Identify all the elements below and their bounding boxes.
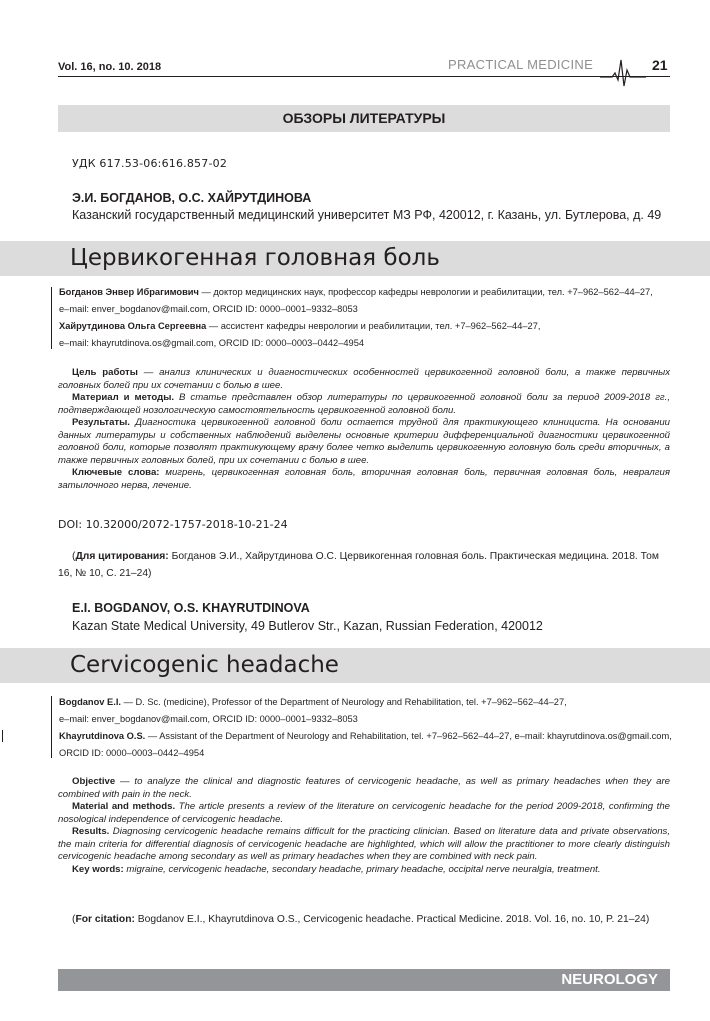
authors-ru: Э.И. БОГДАНОВ, О.С. ХАЙРУТДИНОВА	[72, 191, 312, 205]
author1-contact-ru: e–mail: enver_bogdanov@mail.com, ORCID ID: 0000–0001–9332–8053	[59, 304, 358, 314]
journal-volume: Vol. 16, no. 10. 2018	[58, 61, 162, 73]
results-label-en: Results.	[72, 826, 110, 837]
author1-name-en: Bogdanov E.I.	[59, 697, 121, 707]
author2-name-en: Khayrutdinova O.S.	[59, 731, 146, 741]
objective-label-ru: Цель работы	[72, 367, 138, 378]
author-info-en	[59, 694, 672, 762]
citation-open-ru: (	[72, 551, 76, 562]
methods-label-ru: Материал и методы.	[72, 392, 175, 403]
footer-section-name: NEUROLOGY	[561, 971, 658, 988]
author2-contact-ru: e–mail: khayrutdinova.os@gmail.com, ORCID ID: 0000–0003–0442–4954	[59, 338, 365, 348]
citation-ru	[58, 548, 670, 582]
author2-name-ru: Хайрутдинова Ольга Сергеевна	[59, 321, 207, 331]
citation-open-en: (	[72, 914, 76, 925]
section-title: ОБЗОРЫ ЛИТЕРАТУРЫ	[282, 110, 446, 126]
author2-desc-en: — Assistant of the Department of Neurology and Rehabilitation, tel. +7–962–562–44–27, e–mail: khayrutdinova.os@gmail.com,	[145, 731, 672, 741]
citation-en	[58, 911, 670, 928]
results-text-ru: Диагностика цервикогенной головной боли остается трудной для практикующего клинициста. На основании данных литературы и собственных наблюдений выделены основные критерии дифференциальной диагностики цервикогенной головной боли, которые позволят практикующему врачу более четко выделить цервикогенную головную боль среди вторичных, а также первичных головных болей, при их сочетании с болью в шее.	[58, 417, 670, 466]
info-rule-ru	[51, 287, 52, 349]
keywords-text-en: migraine, cervicogenic headache, secondary headache, primary headache, occipital nerve neuralgia, treatment.	[123, 863, 601, 875]
author2-desc-ru: — ассистент кафедры неврологии и реабилитации, тел. +7–962–562–44–27,	[206, 321, 541, 331]
citation-text-en: Bogdanov E.I., Khayrutdinova O.S., Cervicogenic headache. Practical Medicine. 2018. Vol. 16, no. 10, P. 21–24)	[134, 914, 650, 925]
author1-contact-en: e–mail: enver_bogdanov@mail.com, ORCID ID: 0000–0001–9332–8053	[59, 714, 358, 724]
author-info-ru	[59, 284, 653, 352]
author2-contact-en: ORCID ID: 0000–0003–0442–4954	[59, 748, 205, 758]
authors-en: E.I. BOGDANOV, O.S. KHAYRUTDINOVA	[72, 601, 310, 615]
keywords-text-ru: мигрень, цервикогенная головная боль, вторичная головная боль, первичная головная боль, невралгия затылочного нерва, лечение.	[58, 467, 670, 491]
results-label-ru: Результаты.	[72, 417, 130, 428]
margin-mark	[2, 730, 3, 742]
results-text-en: Diagnosing cervicogenic headache remains difficult for the practicing clinician. Based on literature data and private observations, the main criteria for differential diagnosis of cervicogenic headache are highlighted, which will allow the practitioner to more clearly distinguish cervicogenic headache among secondary as well as primary headaches when they are combined with neck pain.	[58, 826, 670, 862]
udc-code: УДК 617.53-06:616.857-02	[72, 157, 228, 170]
author1-desc-ru: — доктор медицинских наук, профессор кафедры неврологии и реабилитации, тел. +7–962–562–44–27,	[198, 287, 653, 297]
article-title-ru: Цервикогенная головная боль	[70, 245, 440, 271]
author1-name-ru: Богданов Энвер Ибрагимович	[59, 287, 199, 297]
objective-text-ru: — анализ клинических и диагностических особенностей цервикогенной головной боли, а также первичных головных болей при их сочетании с болью в шее.	[58, 367, 670, 391]
abstract-en	[58, 776, 670, 876]
citation-label-ru: Для цитирования:	[75, 551, 169, 562]
methods-label-en: Material and methods.	[72, 801, 176, 812]
affiliation-en: Kazan State Medical University, 49 Butlerov Str., Kazan, Russian Federation, 420012	[72, 619, 543, 633]
journal-name: PRACTICAL MEDICINE	[448, 57, 594, 72]
abstract-ru	[58, 367, 670, 492]
affiliation-ru: Казанский государственный медицинский университет МЗ РФ, 420012, г. Казань, ул. Бутлерова, д. 49	[72, 208, 662, 222]
objective-label-en: Objective	[72, 776, 116, 787]
article-title-en: Cervicogenic headache	[70, 652, 339, 678]
pulse-line-icon	[600, 58, 646, 88]
keywords-label-ru: Ключевые слова:	[72, 467, 160, 478]
methods-text-en: The article presents a review of the literature on cervicogenic headache for the period 2009-2018, confirming the nosological independence of cervicogenic headache.	[58, 801, 670, 825]
objective-text-en: — to analyze the clinical and diagnostic features of cervicogenic headache, as well as primary headaches when they are combined with pain in the neck.	[58, 776, 670, 800]
doi: DOI: 10.32000/2072-1757-2018-10-21-24	[58, 518, 288, 531]
header-rule	[58, 76, 670, 77]
keywords-label-en: Key words:	[72, 863, 124, 875]
page-number: 21	[652, 57, 668, 73]
info-rule-en	[51, 696, 52, 758]
citation-label-en: For citation:	[75, 914, 135, 925]
methods-text-ru: В статье представлен обзор литературы по цервикогенной головной боли за период 2009-2018 гг., подтверждающей нозологическую самостоятельность цервикогенной головной боли.	[58, 392, 670, 416]
author1-desc-en: — D. Sc. (medicine), Professor of the Department of Neurology and Rehabilitation, tel. +7–962–562–44–27,	[120, 697, 567, 707]
citation-text-ru: Богданов Э.И., Хайрутдинова О.С. Цервикогенная головная боль. Практическая медицина. 2018. Том 16, № 10, С. 21–24)	[58, 551, 659, 579]
